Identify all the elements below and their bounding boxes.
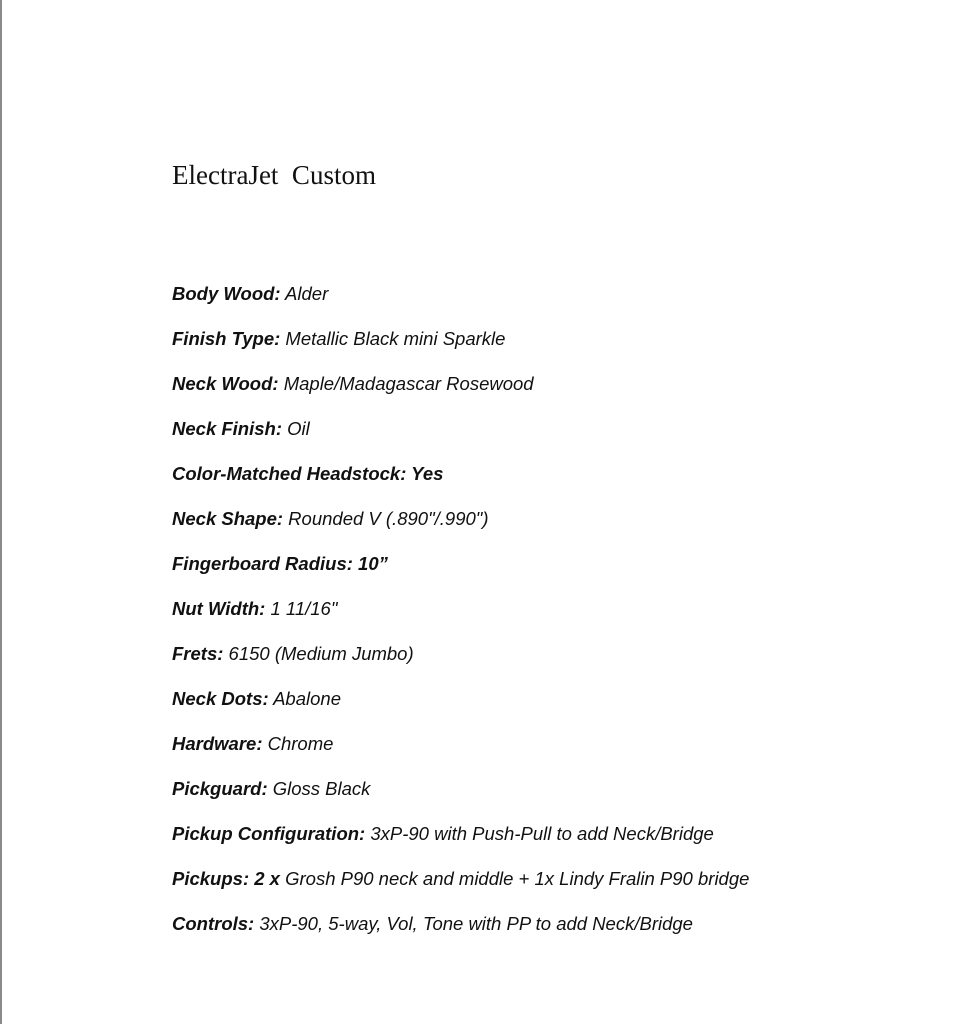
page-left-border	[0, 0, 2, 1024]
spec-value: Grosh P90 neck and middle + 1x Lindy Fralin P90 bridge	[279, 868, 750, 889]
spec-list	[172, 281, 749, 956]
spec-value: 1 11/16"	[265, 598, 338, 619]
spec-row-neck-finish	[172, 416, 749, 461]
spec-label: Neck Dots:	[172, 688, 269, 709]
spec-row-controls	[172, 911, 749, 956]
spec-value: Abalone	[268, 688, 341, 709]
spec-value: Gloss Black	[267, 778, 371, 799]
spec-value: 10”	[352, 553, 388, 574]
spec-value: Metallic Black mini Sparkle	[280, 328, 506, 349]
spec-value: Yes	[406, 463, 444, 484]
spec-row-body-wood	[172, 281, 749, 326]
spec-value: Oil	[282, 418, 310, 439]
spec-row-pickups	[172, 866, 749, 911]
spec-value: 3xP-90, 5-way, Vol, Tone with PP to add Neck/Bridge	[254, 913, 693, 934]
spec-label: Body Wood:	[172, 283, 281, 304]
spec-row-neck-shape	[172, 506, 749, 551]
spec-value: Alder	[280, 283, 329, 304]
spec-row-fingerboard-radius	[172, 551, 749, 596]
spec-row-neck-wood	[172, 371, 749, 416]
spec-row-nut-width	[172, 596, 749, 641]
spec-label: Pickup Configuration:	[172, 823, 366, 844]
spec-label: Nut Width:	[172, 598, 266, 619]
document-title: ElectraJet Custom	[172, 160, 376, 190]
spec-value: 6150 (Medium Jumbo)	[223, 643, 414, 664]
spec-label: Fingerboard Radius:	[172, 553, 353, 574]
spec-label: Pickups: 2 x	[172, 868, 280, 889]
spec-label: Frets:	[172, 643, 224, 664]
spec-value: 3xP-90 with Push-Pull to add Neck/Bridge	[365, 823, 714, 844]
spec-row-pickup-configuration	[172, 821, 749, 866]
spec-row-hardware	[172, 731, 749, 776]
spec-value: Maple/Madagascar Rosewood	[278, 373, 534, 394]
spec-row-frets	[172, 641, 749, 686]
spec-row-finish-type	[172, 326, 749, 371]
spec-row-color-matched-headstock	[172, 461, 749, 506]
spec-value: Chrome	[262, 733, 334, 754]
spec-label: Hardware:	[172, 733, 263, 754]
spec-label: Neck Wood:	[172, 373, 279, 394]
spec-label: Finish Type:	[172, 328, 281, 349]
spec-label: Neck Finish:	[172, 418, 282, 439]
spec-label: Pickguard:	[172, 778, 268, 799]
spec-label: Neck Shape:	[172, 508, 284, 529]
spec-row-neck-dots	[172, 686, 749, 731]
spec-row-pickguard	[172, 776, 749, 821]
spec-label: Controls:	[172, 913, 255, 934]
spec-value: Rounded V (.890"/.990")	[283, 508, 489, 529]
spec-label: Color-Matched Headstock:	[172, 463, 407, 484]
